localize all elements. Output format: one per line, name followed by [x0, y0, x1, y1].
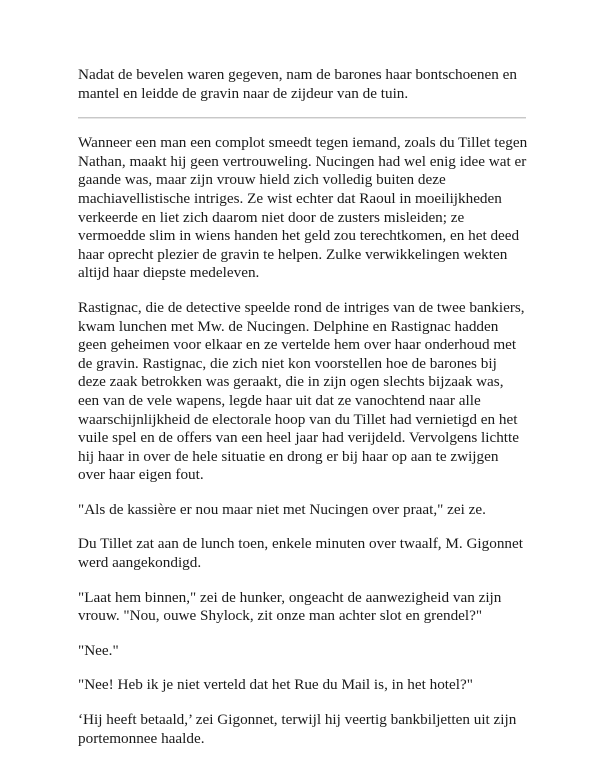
paragraph-kassiere-quote: "Als de kassière er nou maar niet met Nucingen over praat," zei ze.	[78, 500, 486, 518]
section-divider	[78, 117, 526, 119]
document-page	[78, 66, 528, 764]
paragraph-betaald: ‘Hij heeft betaald,’ zei Gigonnet, terwijl hij veertig bankbiljetten uit zijn portemonnee haalde.	[78, 711, 517, 747]
paragraph-gigonnet-announced: Du Tillet zat aan de lunch toen, enkele minuten over twaalf, M. Gigonnet werd aangekondigd.	[78, 535, 523, 572]
paragraph-rastignac: Rastignac, die de detective speelde rond de intriges van de twee bankiers, kwam lunchen met Mw. de Nucingen. Delphine en Rastignac hadden geen geheimen voor elkaar en ze vertelde hem over haar onderhoud met de gravin. Rastignac, die zich niet kon voorstellen hoe de barones bij deze zaak betrokken was geraakt, die in zijn ogen slechts bijzaak was, een van de vele wapens, legde haar uit dat ze vanochtend naar alle waarschijnlijkheid de electorale hoop van du Tillet had vernietigd en het vuile spel en de offers van een heel jaar had verijdeld. Vervolgens lichtte hij haar in over de hele situatie en drong er bij haar op aan te zwijgen over haar eigen fout.	[78, 298, 525, 484]
paragraph-complot: Wanneer een man een complot smeedt tegen iemand, zoals du Tillet tegen Nathan, maakt hij geen vertrouweling. Nucingen had wel enig idee wat er gaande was, maar zijn vrouw hield zich volledig buiten deze machiavellistische intriges. Ze wist echter dat Raoul in moeilijkheden verkeerde en liet zich daarom niet door de zusters misleiden; ze vermoedde slim in wiens handen het geld zou terechtkomen, en het deed haar oprecht plezier de gravin te helpen. Zulke verwikkelingen wekten altijd haar diepste medeleven.	[78, 134, 528, 282]
paragraph-intro: Nadat de bevelen waren gegeven, nam de barones haar bontschoenen en mantel en leidde de gravin naar de zijdeur van de tuin.	[78, 66, 517, 102]
paragraph-laat-hem-binnen: "Laat hem binnen," zei de hunker, ongeacht de aanwezigheid van zijn vrouw. "Nou, ouwe Shylock, zit onze man achter slot en grendel?"	[78, 588, 502, 625]
paragraph-nee: "Nee."	[78, 641, 119, 659]
paragraph-rue-du-mail: "Nee! Heb ik je niet verteld dat het Rue du Mail is, in het hotel?"	[78, 676, 473, 694]
